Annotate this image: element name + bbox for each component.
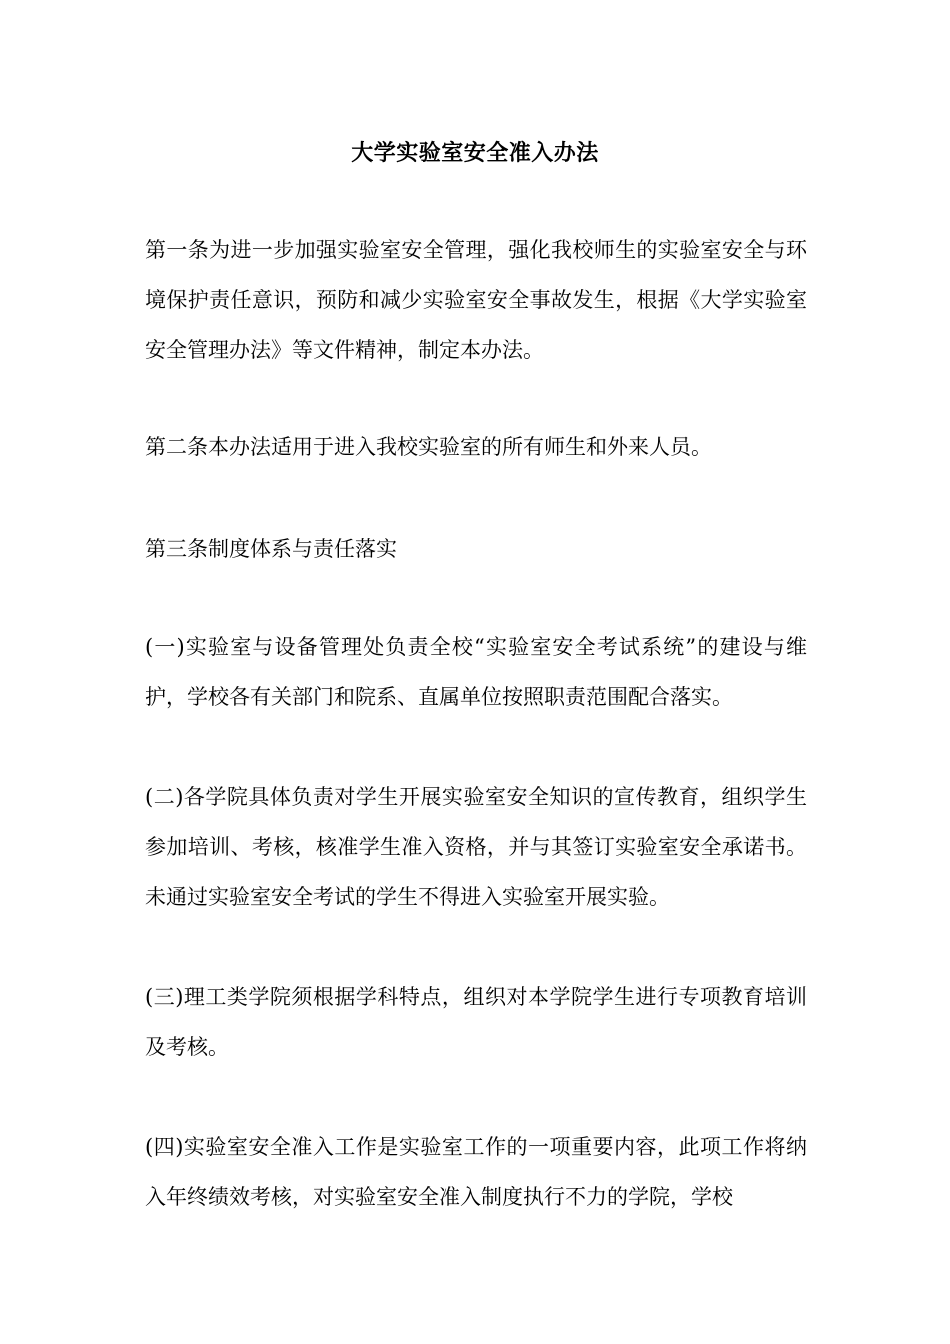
- document-title: 大学实验室安全准入办法: [351, 140, 599, 166]
- paragraph-article-3-heading: 第三条制度体系与责任落实: [145, 537, 397, 561]
- paragraph-item-3: (三)理工类学院须根据学科特点，组织对本学院学生进行专项教育培训及考核。: [145, 985, 807, 1059]
- paragraph-item-2: (二)各学院具体负责对学生开展实验室安全知识的宣传教育，组织学生参加培训、考核，核准学生准入资格，并与其签订实验室安全承诺书。未通过实验室安全考试的学生不得进入实验室开展实验。: [145, 785, 807, 909]
- paragraph-item-1: (一)实验室与设备管理处负责全校“实验室安全考试系统”的建设与维护，学校各有关部门和院系、直属单位按照职责范围配合落实。: [145, 635, 807, 709]
- paragraph-item-4: (四)实验室安全准入工作是实验室工作的一项重要内容，此项工作将纳入年终绩效考核，对实验室安全准入制度执行不力的学院，学校: [145, 1135, 807, 1209]
- paragraph-article-2: 第二条本办法适用于进入我校实验室的所有师生和外来人员。: [145, 435, 712, 459]
- paragraph-article-1: 第一条为进一步加强实验室安全管理，强化我校师生的实验室安全与环境保护责任意识，预防和减少实验室安全事故发生，根据《大学实验室安全管理办法》等文件精神，制定本办法。: [145, 238, 807, 362]
